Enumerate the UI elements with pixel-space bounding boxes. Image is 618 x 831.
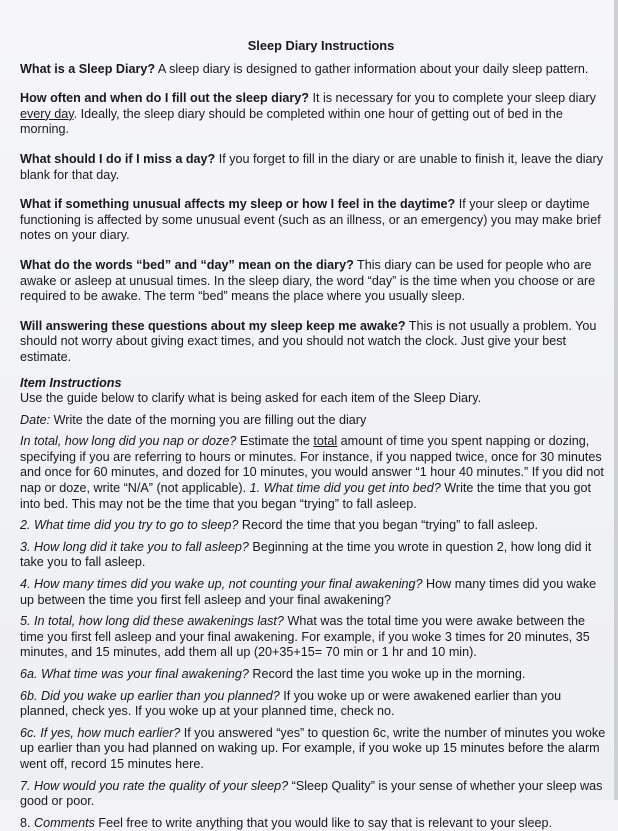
faq-answer: If you forget to fill in the diary or are unable to finish it, leave the diary blank for that day. (20, 151, 604, 182)
item-3 (20, 540, 612, 571)
item-text-underlined: total (313, 434, 338, 449)
item-text: Beginning at the time you wrote in question 2, how long did it take you to fall asleep. (20, 539, 592, 570)
item-text: “Sleep Quality” is your sense of whether your sleep was good or poor. (20, 778, 603, 809)
item-label: In total, how long did you nap or doze? (20, 434, 237, 449)
scan-edge (614, 0, 618, 800)
item-text: Record the last time you woke up in the morning. (248, 667, 526, 681)
faq-question: What is a Sleep Diary? (20, 61, 156, 76)
item-7 (20, 779, 612, 810)
item-text: Write the time that you got into bed. This may not be the time that you began “trying” to fall asleep. (20, 481, 591, 511)
item-6b (20, 689, 612, 720)
item-number: 8. (20, 815, 35, 830)
item-text: Write the date of the morning you are filling out the diary (50, 412, 367, 427)
faq-answer: A sleep diary is designed to gather information about your daily sleep pattern. (155, 61, 589, 76)
item-instructions-heading: Item Instructions (20, 375, 122, 390)
faq-keep-awake (20, 319, 612, 366)
faq-how-often (20, 91, 612, 138)
item-4 (20, 577, 612, 608)
item-text: How many times did you wake up between the time you first fell asleep and your final awakening? (20, 577, 597, 607)
faq-unusual (20, 197, 612, 244)
item-6c (20, 726, 612, 773)
item-label: 1. What time did you get into bed? (249, 481, 441, 496)
item-date (20, 413, 612, 429)
item-label: 6b. Did you wake up earlier than you planned? (20, 688, 280, 703)
item-6a (20, 667, 612, 683)
item-text: Feel free to write anything that you would like to say that is relevant to your sleep. (94, 815, 553, 830)
item-label: 6c. If yes, how much earlier? (20, 725, 181, 740)
item-instructions-intro: Use the guide below to clarify what is being asked for each item of the Sleep Diary. (20, 391, 482, 406)
item-nap-and-bed (20, 434, 612, 512)
item-text: Estimate the (236, 434, 314, 449)
faq-answer: It is necessary for you to complete your sleep diary (308, 91, 596, 106)
item-8 (20, 816, 612, 831)
item-label: 7. How would you rate the quality of your sleep? (20, 778, 289, 793)
faq-question: Will answering these questions about my sleep keep me awake? (20, 318, 406, 333)
item-text: If you answered “yes” to question 6c, write the number of minutes you woke up earlier than you had planned on waking up. For example, if you woke up 15 minutes before the alarm went off, record 15 minutes here. (20, 725, 606, 771)
item-label: 4. How many times did you wake up, not counting your final awakening? (20, 577, 423, 592)
item-label: 6a. What time was your final awakening? (20, 667, 249, 681)
faq-answer: This is not usually a problem. You should not worry about giving exact times, and you should not watch the clock. Just give your best estimate. (20, 318, 597, 364)
item-label: 3. How long did it take you to fall asleep? (20, 539, 249, 554)
faq-question: What should I do if I miss a day? (20, 151, 216, 166)
item-text: What was the total time you were awake between the time you first fell asleep and your final awakening. For example, if you woke 3 times for 20 minutes, 35 minutes, and 15 minutes, add them all up (20+35+15= 70 min or 1 hr and 10 min). (20, 614, 590, 660)
item-label: 2. What time did you try to go to sleep? (20, 518, 239, 533)
faq-answer: This diary can be used for people who are awake or asleep at unusual times. In the sleep diary, the word “day” is the time when you choose or are required to be awake. The term “bed” means the place where you usually sleep. (20, 257, 596, 304)
item-text: If you woke up or were awakened earlier than you planned, check yes. If you woke up at your planned time, check no. (20, 688, 562, 719)
faq-answer-cont: . Ideally, the sleep diary should be completed within one hour of getting out of bed in the morning. (20, 106, 563, 137)
item-5 (20, 614, 612, 661)
faq-question: What do the words “bed” and “day” mean on the diary? (20, 257, 354, 272)
item-text: Record the time that you began “trying” to fall asleep. (238, 518, 539, 533)
item-text: amount of time you spent napping or dozing, specifying if you are referring to hours or minutes. For instance, if you napped twice, once for 30 minutes and once for 60 minutes, and dozed for 10 minutes, you would answer “1 hour 40 minutes.” If you did not nap or doze, write “N/A” (not applicable). (20, 434, 604, 496)
item-label: Comments (34, 815, 95, 830)
faq-answer-underlined: every day (20, 106, 74, 121)
item-label: Date: (20, 412, 51, 427)
faq-what-is (20, 62, 612, 78)
faq-bed-day (20, 258, 612, 305)
page-title: Sleep Diary Instructions (247, 38, 395, 53)
faq-question: What if something unusual affects my sleep or how I feel in the daytime? (20, 197, 456, 212)
item-label: 5. In total, how long did these awakenings last? (20, 614, 284, 629)
item-2 (20, 518, 612, 534)
faq-question: How often and when do I fill out the sleep diary? (20, 91, 309, 106)
faq-miss-day (20, 152, 612, 183)
faq-answer: If your sleep or daytime functioning is affected by some unusual event (such as an illness, or an emergency) you may make brief notes on your diary. (20, 197, 601, 243)
